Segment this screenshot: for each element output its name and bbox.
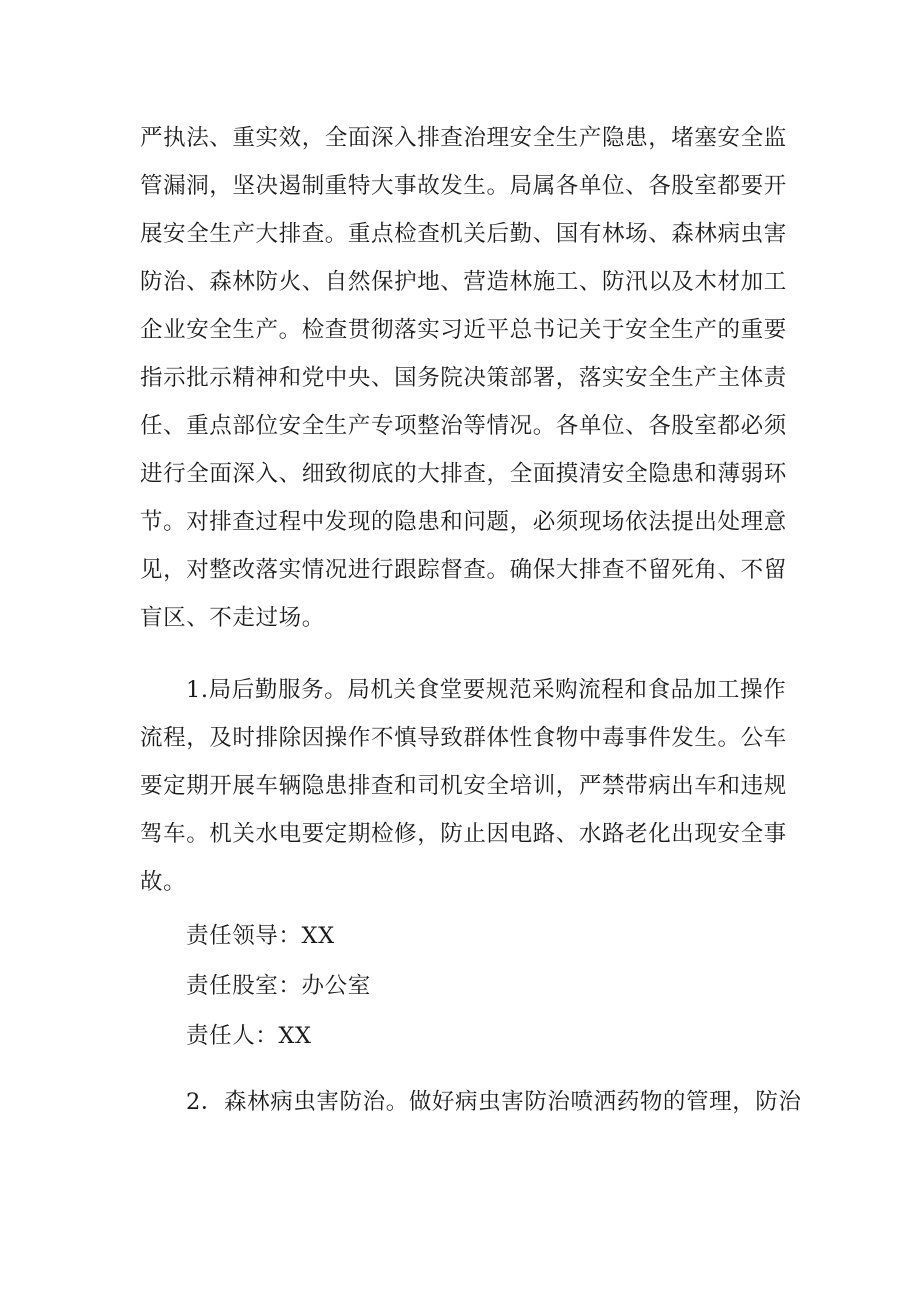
- text-line: 见，对整改落实情况进行跟踪督查。确保大排查不留死角、不留: [140, 557, 787, 583]
- text-line: 进行全面深入、细致彻底的大排查，全面摸清安全隐患和薄弱环: [140, 461, 787, 487]
- text-line: 防治、森林防火、自然保护地、营造林施工、防汛以及木材加工: [140, 269, 787, 295]
- text-line: 流程，及时排除因操作不慎导致群体性食物中毒事件发生。公车: [140, 725, 787, 751]
- text-line: 展安全生产大排查。重点检查机关后勤、国有林场、森林病虫害: [140, 221, 787, 247]
- text-line: 盲区、不走过场。: [140, 605, 325, 631]
- paragraph-logistics-service: [140, 666, 787, 906]
- text-line: 企业安全生产。检查贯彻落实习近平总书记关于安全生产的重要: [140, 317, 787, 343]
- responsible-office: 责任股室：办公室: [186, 973, 371, 999]
- text-line: 驾车。机关水电要定期检修，防止因电路、水路老化出现安全事: [140, 821, 787, 847]
- text-line: 任、重点部位安全生产专项整治等情况。各单位、各股室都必须: [140, 413, 787, 439]
- text-line: 故。: [140, 869, 187, 895]
- responsibility-block: [140, 912, 784, 1060]
- paragraph-pest-control: [140, 1078, 802, 1126]
- text-line: 管漏洞，坚决遏制重特大事故发生。局属各单位、各股室都要开: [140, 173, 787, 199]
- text-line: 2．森林病虫害防治。做好病虫害防治喷洒药物的管理，防治: [186, 1089, 802, 1115]
- text-line: 1.局后勤服务。局机关食堂要规范采购流程和食品加工操作: [186, 677, 787, 703]
- text-line: 严执法、重实效，全面深入排查治理安全生产隐患，堵塞安全监: [140, 125, 787, 151]
- paragraph-safety-inspection: [140, 114, 787, 642]
- responsible-leader: 责任领导：XX: [186, 923, 335, 949]
- text-line: 要定期开展车辆隐患排查和司机安全培训，严禁带病出车和违规: [140, 773, 787, 799]
- text-line: 节。对排查过程中发现的隐患和问题，必须现场依法提出处理意: [140, 509, 787, 535]
- text-line: 指示批示精神和党中央、国务院决策部署，落实安全生产主体责: [140, 365, 787, 391]
- responsible-person: 责任人：XX: [186, 1023, 312, 1049]
